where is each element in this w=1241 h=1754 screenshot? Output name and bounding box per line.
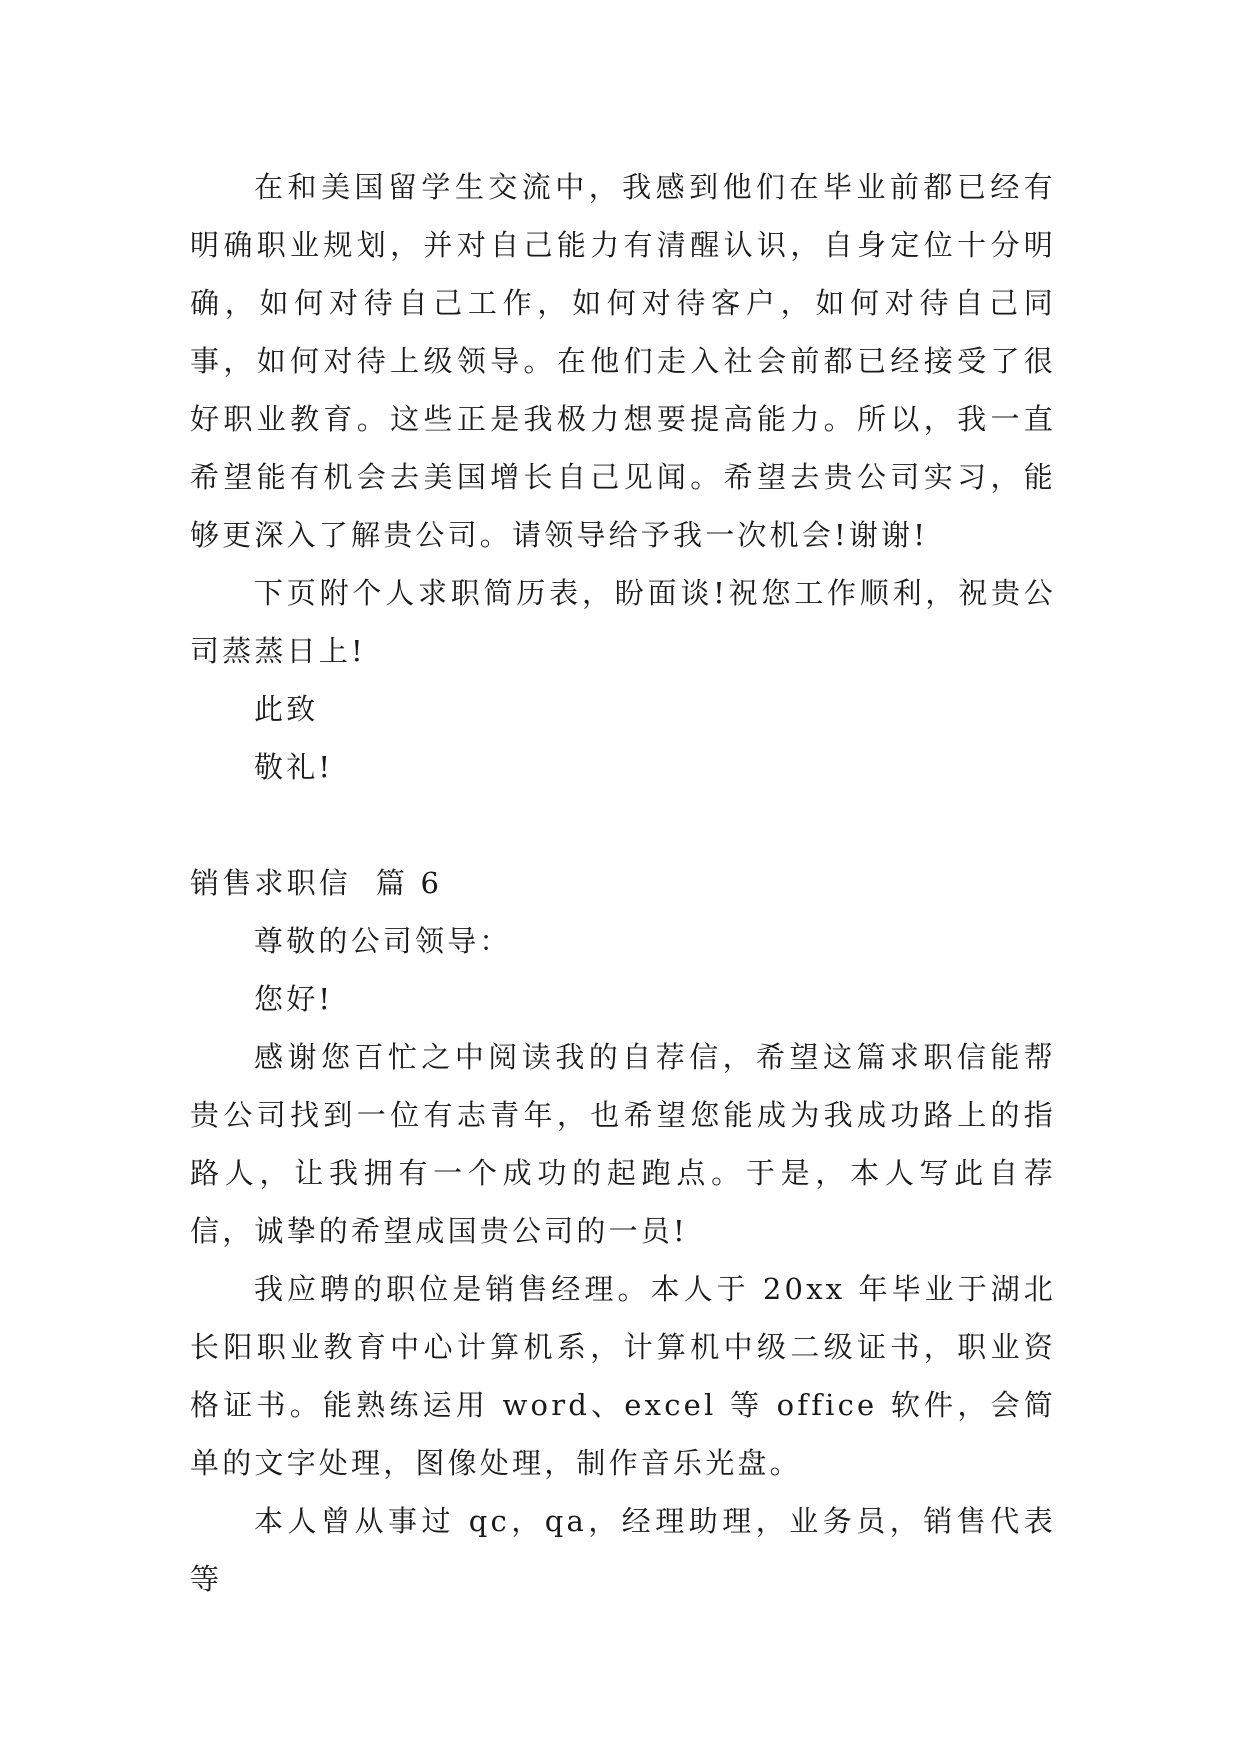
paragraph: 感谢您百忙之中阅读我的自荐信，希望这篇求职信能帮贵公司找到一位有志青年，也希望您能成为我成功路上的指路人，让我拥有一个成功的起跑点。于是，本人写此自荐信，诚挚的希望成国贵公司的一员! <box>190 1040 1056 1248</box>
paragraph: 下页附个人求职简历表，盼面谈!祝您工作顺利，祝贵公司蒸蒸日上! <box>190 576 1056 668</box>
salutation-closing: 此致 <box>254 692 319 726</box>
greeting: 您好! <box>254 982 334 1016</box>
greeting-recipient: 尊敬的公司领导： <box>254 924 512 958</box>
salutation-regards: 敬礼! <box>254 750 334 784</box>
paragraph: 在和美国留学生交流中，我感到他们在毕业前都已经有明确职业规划，并对自己能力有清醒认识，自身定位十分明确，如何对待自己工作，如何对待客户，如何对待自己同事，如何对待上级领导。在他们走入社会前都已经接受了很好职业教育。这些正是我极力想要提高能力。所以，我一直希望能有机会去美国增长自己见闻。希望去贵公司实习，能够更深入了解贵公司。请领导给予我一次机会!谢谢! <box>190 170 1056 552</box>
section-heading: 销售求职信 篇 6 <box>190 866 443 900</box>
paragraph: 本人曾从事过 qc，qa，经理助理，业务员，销售代表等 <box>190 1504 1056 1596</box>
document-body <box>190 158 1056 1608</box>
paragraph: 我应聘的职位是销售经理。本人于 20xx 年毕业于湖北长阳职业教育中心计算机系，计算机中级二级证书，职业资格证书。能熟练运用 word、excel 等 office 软件，会简单的文字处理，图像处理，制作音乐光盘。 <box>190 1272 1056 1480</box>
